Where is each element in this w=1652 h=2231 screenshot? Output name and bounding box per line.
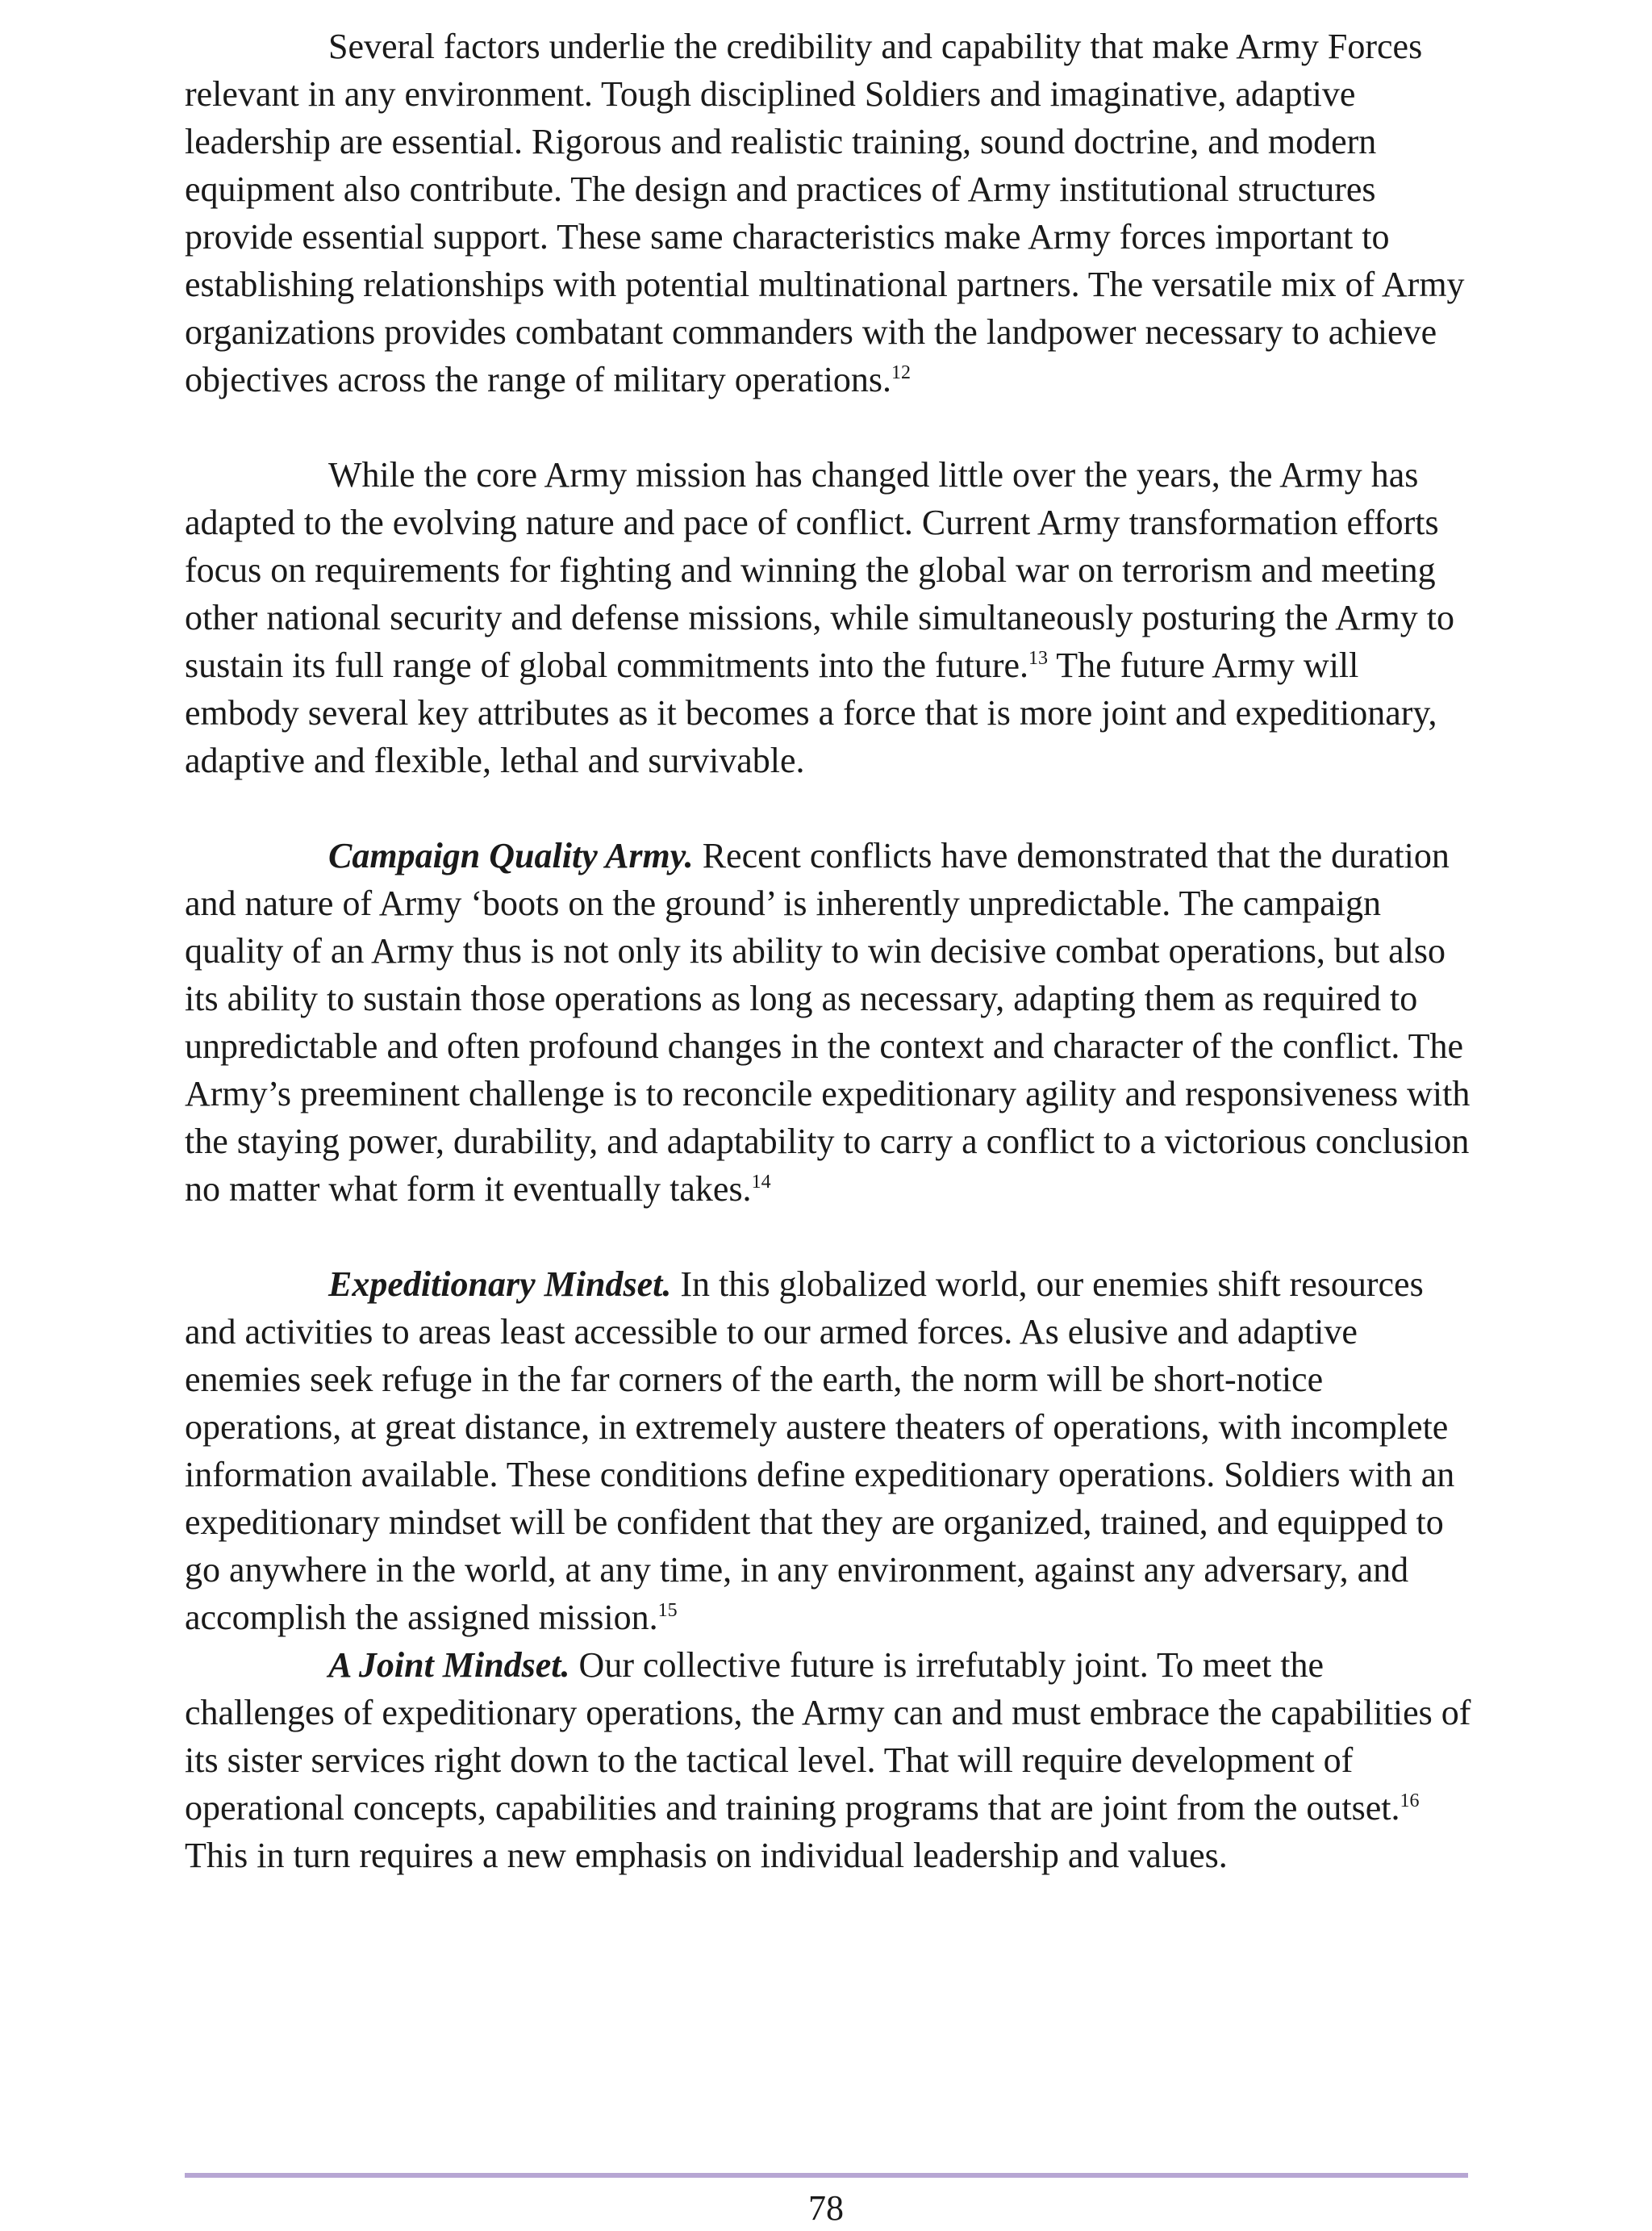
paragraph-text: In this globalized world, our enemies shift resources and activities to areas least accessible to our armed forces. As elusive and adaptive enemies seek refuge in the far corners of the earth, the norm will be short-notice operations, at great distance, in extremely austere theaters of operations, with incomplete information available. These conditions define expeditionary operations. Soldiers with an expeditionary mindset will be confident that they are organized, trained, and equipped to go anywhere in the world, at any time, in any environment, against any adversary, and accomplish the assigned mission. <box>185 1264 1455 1637</box>
footnote-ref-12: 12 <box>891 362 912 383</box>
paragraph-lead-expeditionary-mindset: Expeditionary Mindset. <box>328 1264 672 1304</box>
page-number: 78 <box>808 2188 844 2228</box>
paragraph-lead-joint-mindset: A Joint Mindset. <box>328 1645 570 1685</box>
paragraph-text-continued: This in turn requires a new emphasis on individual leadership and values. <box>185 1836 1228 1875</box>
paragraph-text: Several factors underlie the credibility and capability that make Army Forces relevant in any environment. Tough disciplined Soldiers and imaginative, adaptive leadership are essential. Rigorous and realistic training, sound doctrine, and modern equipment also contribute. The design and practices of Army institutional structures provide essential support. These same characteristics make Army forces important to establishing relationships with potential multinational partners. The versatile mix of Army organizations provides combatant commanders with the landpower necessary to achieve objectives across the range of military operations. <box>185 27 1465 399</box>
footnote-ref-14: 14 <box>751 1172 771 1193</box>
paragraph-text-continued: The future Army will embody several key attributes as it becomes a force that is more joint and expeditionary, adaptive and flexible, lethal and survivable. <box>185 645 1437 780</box>
paragraph-army-transformation <box>185 451 1475 784</box>
paragraph-expeditionary-mindset <box>185 1260 1475 1641</box>
paragraph-joint-mindset <box>185 1641 1475 1879</box>
footnote-ref-15: 15 <box>657 1600 678 1621</box>
paragraph-text: Recent conflicts have demonstrated that the duration and nature of Army ‘boots on the ground’ is inherently unpredictable. The campaign quality of an Army thus is not only its ability to win decisive combat operations, but also its ability to sustain those operations as long as necessary, adapting them as required to unpredictable and often profound changes in the context and character of the conflict. The Army’s preeminent challenge is to reconcile expeditionary agility and responsiveness with the staying power, durability, and adaptability to carry a conflict to a victorious conclusion no matter what form it eventually takes. <box>185 836 1471 1209</box>
footer-divider <box>185 2173 1468 2178</box>
paragraph-campaign-quality-army <box>185 832 1475 1213</box>
page-body <box>185 23 1475 1879</box>
paragraph-text: While the core Army mission has changed little over the years, the Army has adapted to the evolving nature and pace of conflict. Current Army transformation efforts focus on requirements for fighting and winning the global war on terrorism and meeting other national security and defense missions, while simultaneously posturing the Army to sustain its full range of global commitments into the future. <box>185 455 1454 685</box>
footnote-ref-13: 13 <box>1028 648 1049 669</box>
paragraph-lead-campaign-quality-army: Campaign Quality Army. <box>328 836 694 875</box>
paragraph-credibility-capability <box>185 23 1475 403</box>
paragraph-text: Our collective future is irrefutably joint. To meet the challenges of expeditionary operations, the Army can and must embrace the capabilities of its sister services right down to the tactical level. That will require development of operational concepts, capabilities and training programs that are joint from the outset. <box>185 1645 1471 1828</box>
footnote-ref-16: 16 <box>1400 1790 1420 1811</box>
